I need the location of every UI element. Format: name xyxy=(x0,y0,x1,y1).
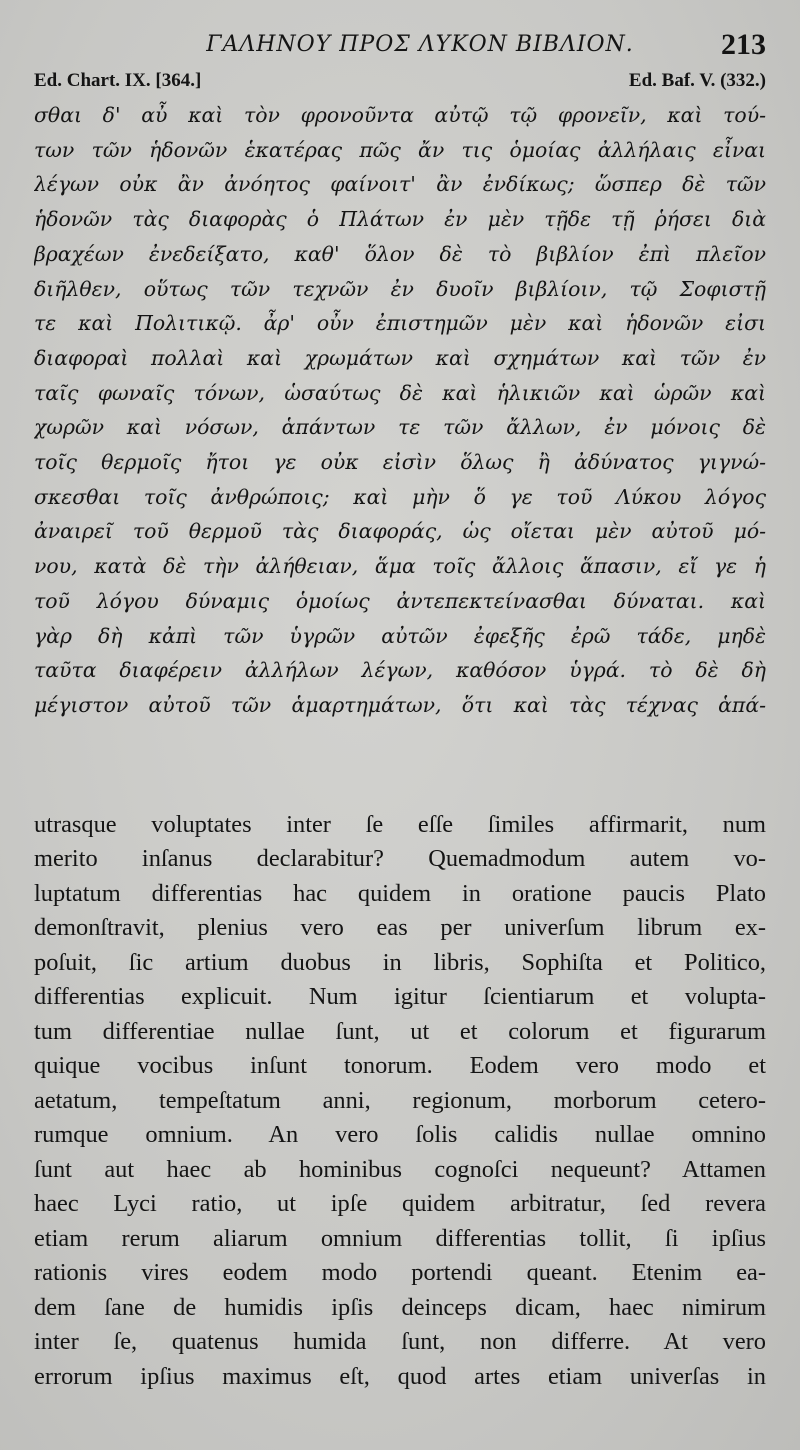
greek-line: νου, κατὰ δὲ τὴν ἀλήθειαν, ἅμα τοῖς ἄλλοις ἅπασιν, εἴ γε ἡ xyxy=(34,554,766,579)
latin-line: rumque omnium. An vero ſolis calidis nullae omnino xyxy=(34,1121,766,1149)
greek-line: σθαι δ' αὖ καὶ τὸν φρονοῦντα αὐτῷ τῷ φρονεῖν, καὶ τού- xyxy=(34,103,766,127)
edition-basel-reference: Ed. Baf. V. (332.) xyxy=(628,70,766,91)
latin-line: etiam rerum aliarum omnium differentias tollit, ſi ipſius xyxy=(34,1224,766,1252)
edition-chartier-reference: Ed. Chart. IX. [364.] xyxy=(34,70,202,91)
greek-line: σκεσθαι τοῖς ἀνθρώποις; καὶ μὴν ὅ γε τοῦ Λύκου λόγος xyxy=(34,484,766,509)
greek-line: τοῦ λόγου δύναμις ὁμοίως ἀντεπεκτείνασθαι δύναται. καὶ xyxy=(34,588,766,613)
latin-line: luptatum differentias hac quidem in oratione paucis Plato xyxy=(34,879,766,907)
greek-line: μέγιστον αὐτοῦ τῶν ἁμαρτημάτων, ὅτι καὶ τὰς τέχνας ἁπά- xyxy=(34,692,766,717)
latin-line: aetatum, tempeſtatum anni, regionum, morborum cetero- xyxy=(34,1086,766,1114)
latin-line: poſuit, ſic artium duobus in libris, Sophiſta et Politico, xyxy=(34,948,766,976)
latin-line: utrasque voluptates inter ſe eſſe ſimiles affirmarit, num xyxy=(34,810,766,838)
running-title: ΓΑΛΗΝΟΥ ΠΡΟΣ ΛΥΚΟΝ ΒΙΒΛΙΟΝ. xyxy=(206,32,634,57)
latin-line: haec Lyci ratio, ut ipſe quidem arbitratur, ſed revera xyxy=(34,1190,766,1218)
latin-line: errorum ipſius maximus eſt, quod artes etiam univerſas in xyxy=(34,1362,766,1390)
latin-line: merito inſanus declarabitur? Quemadmodum autem vo- xyxy=(34,845,766,873)
greek-line: λέγων οὐκ ἂν ἀνόητος φαίνοιτ' ἂν ἐνδίκως; ὥσπερ δὲ τῶν xyxy=(34,172,766,197)
latin-line: demonſtravit, plenius vero eas per univerſum librum ex- xyxy=(34,914,766,942)
greek-line: γὰρ δὴ κἀπὶ τῶν ὑγρῶν αὐτῶν ἐφεξῆς ἐρῶ τάδε, μηδὲ xyxy=(34,623,766,648)
greek-text-block xyxy=(34,98,766,723)
greek-line: βραχέων ἐνεδείξατο, καθ' ὅλον δὲ τὸ βιβλίον ἐπὶ πλεῖον xyxy=(34,241,766,266)
latin-line: inter ſe, quatenus humida ſunt, non differre. At vero xyxy=(34,1328,766,1356)
greek-line: των τῶν ἡδονῶν ἑκατέρας πῶς ἄν τις ὁμοίας ἀλλήλαις εἶναι xyxy=(34,137,766,162)
latin-line: rationis vires eodem modo portendi queant. Etenim ea- xyxy=(34,1259,766,1287)
greek-line: χωρῶν καὶ νόσων, ἁπάντων τε τῶν ἄλλων, ἐν μόνοις δὲ xyxy=(34,415,766,440)
latin-line: quique vocibus inſunt tonorum. Eodem vero modo et xyxy=(34,1052,766,1080)
latin-line: tum differentiae nullae ſunt, ut et colorum et figurarum xyxy=(34,1017,766,1045)
greek-line: ταῖς φωναῖς τόνων, ὡσαύτως δὲ καὶ ἡλικιῶν καὶ ὡρῶν καὶ xyxy=(34,380,766,405)
latin-line: differentias explicuit. Num igitur ſcientiarum et volupta- xyxy=(34,983,766,1011)
greek-line: τε καὶ Πολιτικῷ. ἆρ' οὖν ἐπιστημῶν μὲν καὶ ἡδονῶν εἰσι xyxy=(34,311,766,336)
greek-line: ἡδονῶν τὰς διαφορὰς ὁ Πλάτων ἐν μὲν τῇδε τῇ ῥήσει διὰ xyxy=(34,207,766,232)
greek-line: διῆλθεν, οὕτως τῶν τεχνῶν ἐν δυοῖν βιβλίοιν, τῷ Σοφιστῇ xyxy=(34,276,766,301)
page-number: 213 xyxy=(721,28,766,61)
running-head xyxy=(34,24,766,68)
greek-line: ταῦτα διαφέρειν ἀλλήλων λέγων, καθόσον ὑγρά. τὸ δὲ δὴ xyxy=(34,658,766,683)
greek-line: τοῖς θερμοῖς ἤτοι γε οὐκ εἰσὶν ὅλως ἢ ἀδύνατος γιγνώ- xyxy=(34,450,766,475)
latin-text-block xyxy=(34,808,766,1395)
latin-line: ſunt aut haec ab hominibus cognoſci nequeunt? Attamen xyxy=(34,1155,766,1183)
greek-line: ἀναιρεῖ τοῦ θερμοῦ τὰς διαφοράς, ὡς οἴεται μὲν αὐτοῦ μό- xyxy=(34,519,766,544)
greek-line: διαφοραὶ πολλαὶ καὶ χρωμάτων καὶ σχημάτων καὶ τῶν ἐν xyxy=(34,345,766,370)
edition-reference-line xyxy=(34,68,766,96)
latin-line: dem ſane de humidis ipſis deinceps dicam, haec nimirum xyxy=(34,1293,766,1321)
